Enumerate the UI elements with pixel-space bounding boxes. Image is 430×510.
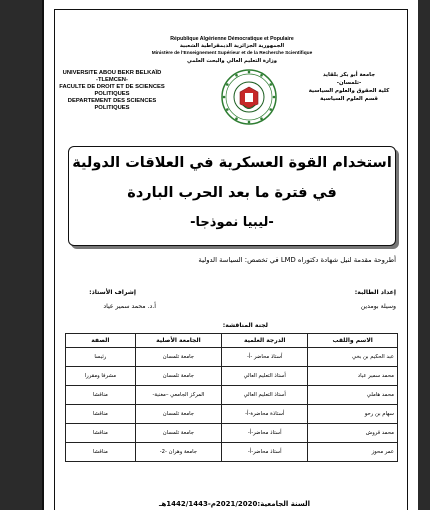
republic-ar: الجمهورية الجزائرية الديمقراطية الشعبية xyxy=(179,43,285,49)
member-name: عبد الحكيم بن بخي xyxy=(308,348,398,367)
member-university: جامعة تلمسان xyxy=(135,348,221,367)
member-rank: أستاذ محاضر-أ- xyxy=(222,424,308,443)
university-line-ar: قسم العلوم السياسية xyxy=(320,96,378,103)
member-role: مناقشا xyxy=(66,386,136,405)
member-rank: أستاذ محاضر-أ- xyxy=(222,443,308,462)
member-rank: أستاذ التعليم العالي xyxy=(222,386,308,405)
university-line: -TLEMCEN- xyxy=(96,77,128,84)
table-row xyxy=(66,386,398,405)
member-role: مناقشا xyxy=(66,405,136,424)
member-rank: أستاذ التعليم العالي xyxy=(222,367,308,386)
member-name: عمر محوز xyxy=(308,443,398,462)
table-header-row xyxy=(66,334,398,348)
member-rank: أستاذة محاضرة-أ- xyxy=(222,405,308,424)
university-line: UNIVERSITE ABOU BEKR BELKAÏD xyxy=(62,70,162,76)
thesis-note: أطروحة مقدمة لنيل شهادة دكتوراه LMD في تخصص: السياسة الدولية xyxy=(198,256,396,264)
supervisor-label: إشراف الأستاذ: xyxy=(89,289,136,296)
prepared-label: إعداد الطالبة: xyxy=(354,289,396,296)
member-role: مناقشا xyxy=(66,424,136,443)
member-name: محمد هاملي xyxy=(308,386,398,405)
university-logo-icon xyxy=(220,68,278,126)
university-block-fr xyxy=(58,70,166,113)
university-line-ar: جامعة أبو بكر بلقايد xyxy=(322,72,376,78)
member-university: جامعة تلمسان xyxy=(135,405,221,424)
member-university: المركز الجامعي –مغنية- xyxy=(135,386,221,405)
column-header: الجامعة الأصلية xyxy=(135,334,221,348)
committee-table xyxy=(65,333,398,462)
republic-fr: République Algérienne Démocratique et Populaire xyxy=(170,36,294,42)
member-role: مشرفا ومقررا xyxy=(66,367,136,386)
member-rank: أستاذ محاضر -أ- xyxy=(222,348,308,367)
university-line: POLITIQUES xyxy=(94,91,130,98)
member-university: جامعة تلمسان xyxy=(135,424,221,443)
university-line: DEPARTEMENT DES SCIENCES POLITIQUES xyxy=(67,98,157,112)
university-block-ar xyxy=(299,71,399,103)
column-header: الاسم واللقب xyxy=(308,334,398,348)
member-university: جامعة تلمسان xyxy=(135,367,221,386)
document-page xyxy=(42,0,418,510)
university-line-ar: كلية الحقوق والعلوم السياسية xyxy=(308,88,390,95)
table-row xyxy=(66,367,398,386)
thesis-title-box xyxy=(68,146,396,246)
table-row xyxy=(66,424,398,443)
ministry-fr: Ministère de l'Enseignement Supérieur et de la Recherche Scientifique xyxy=(151,51,313,56)
member-name: سهام بن رحو xyxy=(308,405,398,424)
member-role: مناقشا xyxy=(66,443,136,462)
university-line-ar: -تلمسان- xyxy=(336,80,362,87)
table-row xyxy=(66,405,398,424)
column-header: الدرجة العلمية xyxy=(222,334,308,348)
table-row xyxy=(66,348,398,367)
thesis-title-line-1: استخدام القوة العسكرية في العلاقات الدولية xyxy=(72,155,392,171)
supervisor-name: أ.د. محمد سمير عياد xyxy=(103,303,156,310)
student-name: وسيلة بومدين xyxy=(360,303,396,310)
academic-year: السنة الجامعية:2021/2020م-1442/1443هـ xyxy=(159,500,310,508)
ministry-ar: وزارة التعليم العالي والبحث العلمي xyxy=(187,58,277,64)
thesis-title-line-3: -ليبيا نموذجا- xyxy=(190,215,274,230)
member-university: جامعة وهران -2- xyxy=(135,443,221,462)
member-name: محمد سمير عياد xyxy=(308,367,398,386)
table-row xyxy=(66,443,398,462)
thesis-title-line-2: في فترة ما بعد الحرب الباردة xyxy=(127,185,337,201)
committee-label: لجنة المناقشة: xyxy=(222,322,268,329)
university-line: FACULTE DE DROIT ET DE SCIENCES xyxy=(59,84,165,91)
member-role: رئيسا xyxy=(66,348,136,367)
column-header: الصفة xyxy=(66,334,136,348)
member-name: محمد قروش xyxy=(308,424,398,443)
